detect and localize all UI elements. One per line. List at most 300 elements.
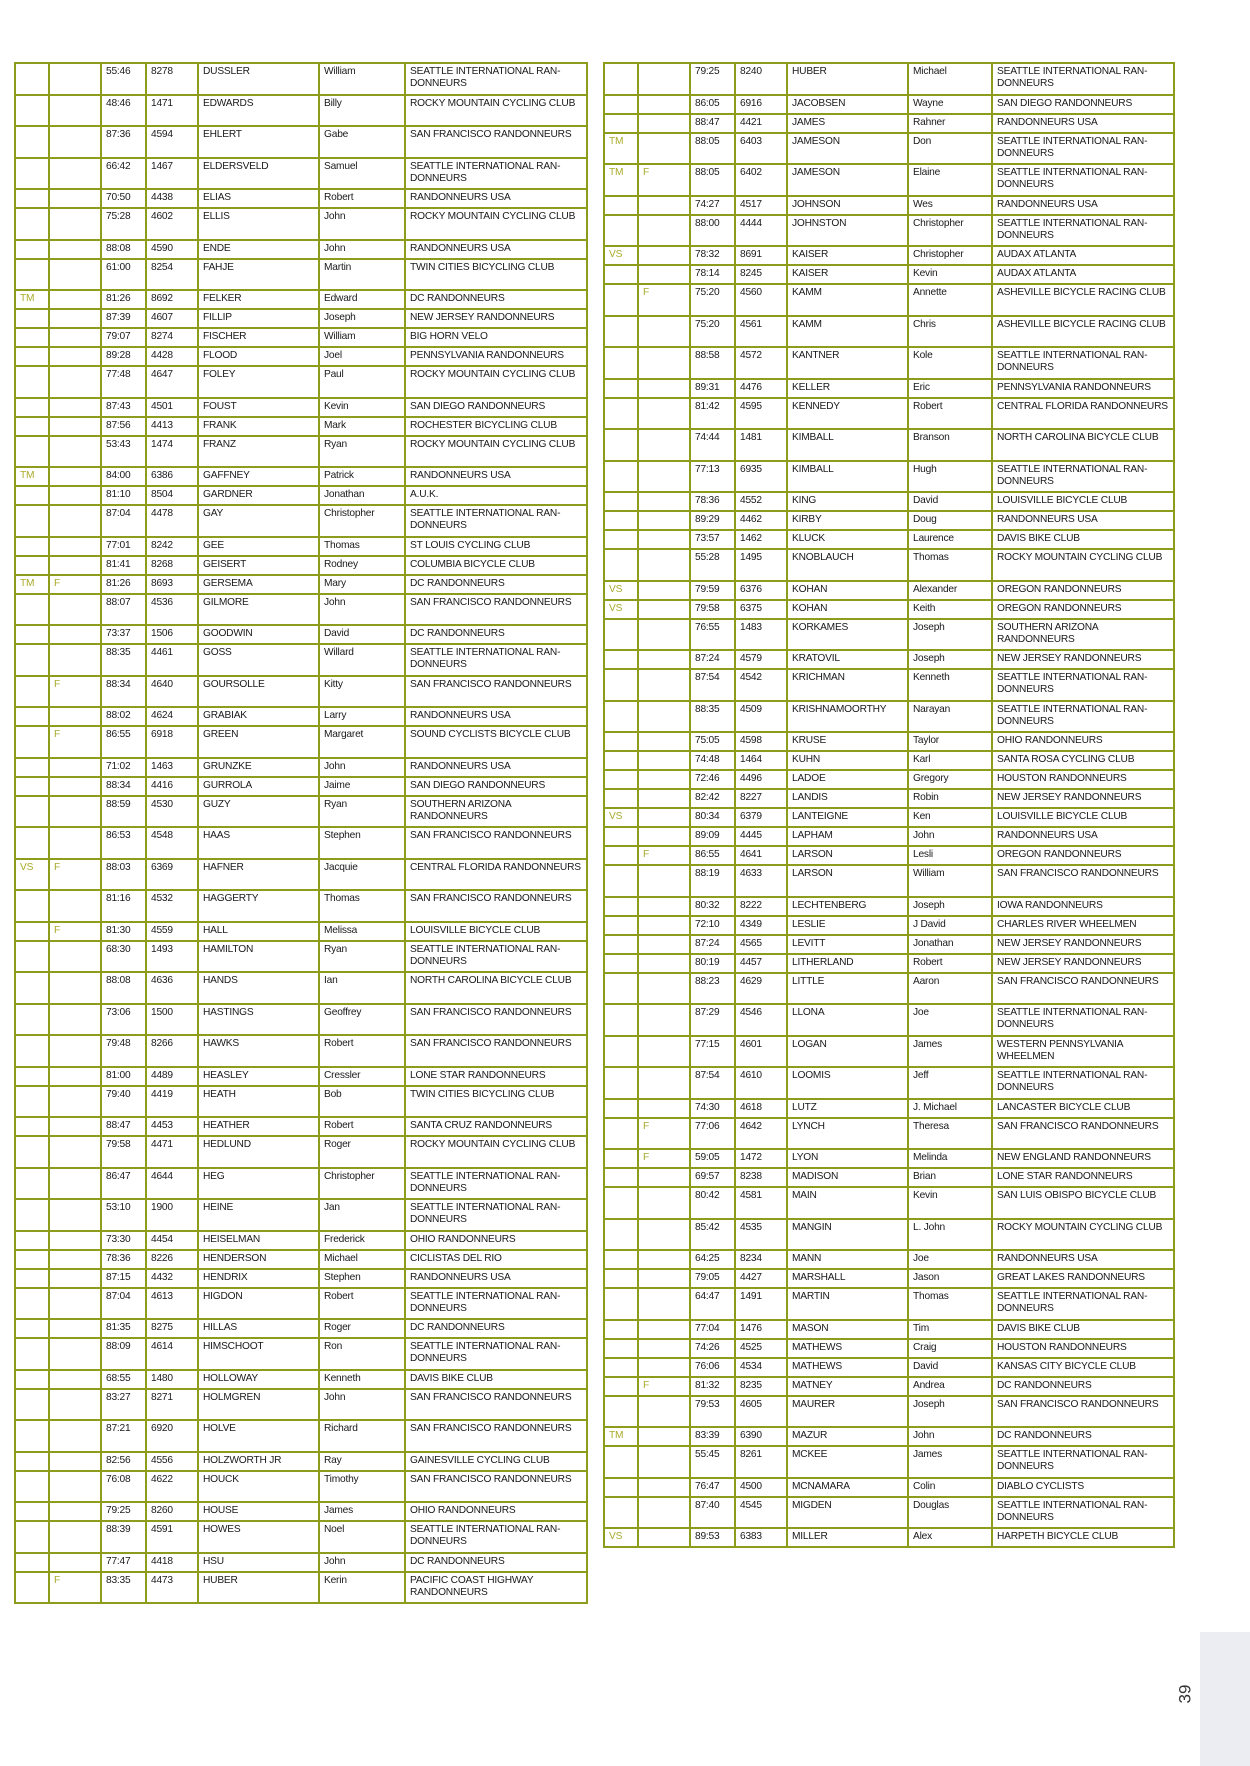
club-name: SAN FRANCISCO RANDONNEURS [405,126,587,158]
tag-1 [15,417,49,436]
tag-2: F [49,859,101,891]
finish-time: 74:26 [690,1339,735,1358]
club-name: OREGON RANDONNEURS [992,581,1174,600]
rider-number: 4641 [735,846,787,865]
table-row [15,1420,587,1452]
first-name: Kevin [908,1187,992,1219]
finish-time: 70:50 [101,189,146,208]
last-name: LYON [787,1149,908,1168]
club-name: SAN FRANCISCO RANDONNEURS [992,973,1174,1005]
rider-number: 4572 [735,347,787,379]
tag-1 [15,1319,49,1338]
first-name: Elaine [908,164,992,196]
club-name: SAN FRANCISCO RANDONNEURS [405,1035,587,1067]
tag-1 [604,265,638,284]
last-name: KELLER [787,379,908,398]
last-name: FOUST [198,398,319,417]
rider-number: 1491 [735,1288,787,1320]
last-name: HEATHER [198,1117,319,1136]
table-row [15,556,587,575]
first-name: James [319,1502,405,1521]
tag-1 [604,827,638,846]
club-name: HARPETH BICYCLE CLUB [992,1528,1174,1547]
club-name: KANSAS CITY BICYCLE CLUB [992,1358,1174,1377]
club-name: RANDONNEURS USA [992,114,1174,133]
rider-number: 1464 [735,751,787,770]
last-name: JAMESON [787,164,908,196]
table-row [15,505,587,537]
tag-2 [638,1478,690,1497]
table-row [604,1036,1174,1068]
last-name: KENNEDY [787,398,908,430]
last-name: HOLVE [198,1420,319,1452]
first-name: Noel [319,1521,405,1553]
rider-number: 4545 [735,1497,787,1529]
last-name: MILLER [787,1528,908,1547]
last-name: FRANZ [198,436,319,468]
finish-time: 68:55 [101,1370,146,1389]
finish-time: 89:29 [690,511,735,530]
table-row [604,619,1174,651]
table-row [604,1067,1174,1099]
first-name: Ray [319,1452,405,1471]
last-name: GURROLA [198,777,319,796]
rider-number: 4418 [146,1553,198,1572]
first-name: Branson [908,429,992,461]
table-row [604,1446,1174,1478]
first-name: Thomas [319,890,405,922]
tag-2 [638,63,690,95]
first-name: Wes [908,196,992,215]
table-row [15,95,587,127]
club-name: SEATTLE INTERNATIONAL RAN-DONNEURS [992,669,1174,701]
tag-1 [15,505,49,537]
tag-2 [49,486,101,505]
first-name: Mary [319,575,405,594]
club-name: SAN FRANCISCO RANDONNEURS [405,594,587,626]
table-row [15,758,587,777]
rider-number: 4561 [735,316,787,348]
tag-1 [604,916,638,935]
tag-1 [604,1250,638,1269]
page-number: 39 [1175,1684,1195,1704]
last-name: GOURSOLLE [198,676,319,708]
tag-1 [604,1168,638,1187]
last-name: HAAS [198,827,319,859]
club-name: CICLISTAS DEL RIO [405,1250,587,1269]
first-name: Ryan [319,796,405,828]
club-name: SEATTLE INTERNATIONAL RAN-DONNEURS [992,701,1174,733]
finish-time: 66:42 [101,158,146,190]
rider-number: 6402 [735,164,787,196]
finish-time: 88:05 [690,133,735,165]
tag-2 [638,935,690,954]
tag-2: F [638,846,690,865]
tag-1 [15,644,49,676]
tag-2 [49,1319,101,1338]
first-name: Joseph [908,619,992,651]
first-name: Robin [908,789,992,808]
finish-time: 89:31 [690,379,735,398]
table-row [604,669,1174,701]
tag-2 [49,1136,101,1168]
last-name: HEDLUND [198,1136,319,1168]
rider-number: 1472 [735,1149,787,1168]
first-name: Robert [319,189,405,208]
rider-number: 1493 [146,941,198,973]
first-name: David [908,1358,992,1377]
rider-number: 8275 [146,1319,198,1338]
table-row [604,846,1174,865]
rider-number: 4517 [735,196,787,215]
last-name: GAY [198,505,319,537]
club-name: AUDAX ATLANTA [992,265,1174,284]
last-name: MARSHALL [787,1269,908,1288]
first-name: Douglas [908,1497,992,1529]
last-name: LUTZ [787,1099,908,1118]
tag-1 [15,1199,49,1231]
table-row [15,676,587,708]
last-name: KRISHNAMOORTHY [787,701,908,733]
table-row [604,581,1174,600]
tag-2 [49,328,101,347]
tag-1 [15,625,49,644]
tag-1 [604,95,638,114]
table-row [604,935,1174,954]
first-name: Jason [908,1269,992,1288]
first-name: Thomas [908,549,992,581]
rider-number: 1500 [146,1004,198,1036]
rider-number: 4500 [735,1478,787,1497]
tag-1 [15,1553,49,1572]
first-name: David [908,492,992,511]
club-name: LANCASTER BICYCLE CLUB [992,1099,1174,1118]
tag-1 [15,1067,49,1086]
tag-1 [15,1231,49,1250]
tag-2 [638,1358,690,1377]
table-row [604,284,1174,316]
last-name: KIMBALL [787,429,908,461]
last-name: LARSON [787,865,908,897]
tag-1 [15,594,49,626]
finish-time: 89:28 [101,347,146,366]
tag-1 [604,1339,638,1358]
rider-number: 4590 [146,240,198,259]
tag-2 [638,650,690,669]
rider-number: 4622 [146,1471,198,1503]
tag-2 [638,461,690,493]
last-name: HAFNER [198,859,319,891]
tag-1 [15,707,49,726]
tag-1 [604,1377,638,1396]
club-name: LONE STAR RANDONNEURS [405,1067,587,1086]
first-name: Doug [908,511,992,530]
last-name: GARDNER [198,486,319,505]
tag-1 [15,1370,49,1389]
table-row [604,1149,1174,1168]
last-name: JAMES [787,114,908,133]
tag-2 [638,954,690,973]
tag-2 [638,732,690,751]
table-row [604,1168,1174,1187]
club-name: AUDAX ATLANTA [992,246,1174,265]
last-name: GERSEMA [198,575,319,594]
finish-time: 80:32 [690,897,735,916]
first-name: Annette [908,284,992,316]
tag-2 [49,467,101,486]
tag-2 [638,133,690,165]
finish-time: 87:04 [101,1288,146,1320]
table-row [604,316,1174,348]
first-name: Keith [908,600,992,619]
first-name: John [319,758,405,777]
rider-number: 4438 [146,189,198,208]
first-name: Michael [908,63,992,95]
first-name: Robert [908,398,992,430]
first-name: Taylor [908,732,992,751]
tag-2 [638,316,690,348]
rider-number: 4421 [735,114,787,133]
tag-1 [15,126,49,158]
finish-time: 81:26 [101,290,146,309]
tag-2 [638,1168,690,1187]
tag-1 [604,1036,638,1068]
rider-number: 8234 [735,1250,787,1269]
club-name: HOUSTON RANDONNEURS [992,770,1174,789]
tag-2 [49,1168,101,1200]
club-name: ROCKY MOUNTAIN CYCLING CLUB [405,366,587,398]
tag-2: F [49,1572,101,1604]
first-name: Billy [319,95,405,127]
tag-2 [49,972,101,1004]
first-name: Kerin [319,1572,405,1604]
tag-2 [638,1036,690,1068]
first-name: John [908,827,992,846]
tag-1 [15,208,49,240]
first-name: Lesli [908,846,992,865]
first-name: John [319,1553,405,1572]
club-name: SANTA ROSA CYCLING CLUB [992,751,1174,770]
last-name: HOUCK [198,1471,319,1503]
club-name: SEATTLE INTERNATIONAL RAN-DONNEURS [992,1288,1174,1320]
rider-number: 4532 [146,890,198,922]
tag-1 [604,865,638,897]
tag-2 [638,1004,690,1036]
table-row [604,114,1174,133]
finish-time: 81:16 [101,890,146,922]
table-row [604,398,1174,430]
first-name: Laurence [908,530,992,549]
tag-2 [638,1099,690,1118]
last-name: EDWARDS [198,95,319,127]
rider-number: 4602 [146,208,198,240]
tag-1 [15,676,49,708]
tag-1 [15,1168,49,1200]
tag-2 [49,1521,101,1553]
last-name: HANDS [198,972,319,1004]
last-name: MAURER [787,1396,908,1428]
last-name: LLONA [787,1004,908,1036]
finish-time: 77:04 [690,1320,735,1339]
tag-2 [638,1187,690,1219]
rider-number: 8254 [146,259,198,291]
first-name: Chris [908,316,992,348]
table-row [604,650,1174,669]
last-name: KIRBY [787,511,908,530]
last-name: MAIN [787,1187,908,1219]
finish-time: 74:27 [690,196,735,215]
last-name: HSU [198,1553,319,1572]
tag-2 [49,777,101,796]
finish-time: 78:36 [690,492,735,511]
last-name: GUZY [198,796,319,828]
last-name: MATHEWS [787,1358,908,1377]
tag-2 [49,1035,101,1067]
tag-2 [638,1288,690,1320]
finish-time: 72:46 [690,770,735,789]
tag-2 [638,669,690,701]
last-name: HEATH [198,1086,319,1118]
rider-number: 1471 [146,95,198,127]
tag-1 [604,114,638,133]
tag-2 [49,309,101,328]
tag-1 [604,1219,638,1251]
club-name: SAN DIEGO RANDONNEURS [405,398,587,417]
club-name: DC RANDONNEURS [405,290,587,309]
first-name: Karl [908,751,992,770]
tag-1 [604,379,638,398]
table-row [15,417,587,436]
finish-time: 88:47 [101,1117,146,1136]
tag-2 [49,436,101,468]
table-row [15,1452,587,1471]
last-name: HENDRIX [198,1269,319,1288]
tag-1: TM [604,133,638,165]
tag-2: F [49,726,101,758]
club-name: GAINESVILLE CYCLING CLUB [405,1452,587,1471]
club-name: RANDONNEURS USA [992,196,1174,215]
last-name: HEG [198,1168,319,1200]
finish-time: 81:26 [101,575,146,594]
rider-number: 4647 [146,366,198,398]
tag-1 [604,1269,638,1288]
finish-time: 81:00 [101,1067,146,1086]
tag-1 [15,941,49,973]
club-name: SAN FRANCISCO RANDONNEURS [405,827,587,859]
finish-time: 88:59 [101,796,146,828]
tag-1 [604,1446,638,1478]
club-name: SOUTHERN ARIZONA RANDONNEURS [992,619,1174,651]
table-row [604,954,1174,973]
first-name: Timothy [319,1471,405,1503]
last-name: HUBER [198,1572,319,1604]
club-name: DC RANDONNEURS [992,1427,1174,1446]
tag-1: TM [15,575,49,594]
table-row [604,701,1174,733]
first-name: Craig [908,1339,992,1358]
first-name: Jeff [908,1067,992,1099]
finish-time: 88:07 [101,594,146,626]
tag-2 [49,347,101,366]
rider-number: 4594 [146,126,198,158]
tag-1 [604,1396,638,1428]
club-name: DC RANDONNEURS [405,575,587,594]
club-name: OREGON RANDONNEURS [992,846,1174,865]
tag-2 [49,1269,101,1288]
club-name: ROCKY MOUNTAIN CYCLING CLUB [405,95,587,127]
tag-1 [604,63,638,95]
tag-1 [604,1067,638,1099]
tag-2 [638,549,690,581]
tag-2 [49,707,101,726]
first-name: James [908,1446,992,1478]
first-name: Eric [908,379,992,398]
tag-2 [49,189,101,208]
finish-time: 59:05 [690,1149,735,1168]
first-name: Mark [319,417,405,436]
finish-time: 87:43 [101,398,146,417]
rider-number: 8242 [146,537,198,556]
table-row [15,328,587,347]
tag-1 [604,1187,638,1219]
last-name: KNOBLAUCH [787,549,908,581]
first-name: Paul [319,366,405,398]
tag-1 [15,890,49,922]
rider-number: 4530 [146,796,198,828]
club-name: SAN FRANCISCO RANDONNEURS [405,676,587,708]
table-row [604,1427,1174,1446]
rider-number: 8504 [146,486,198,505]
results-table-right [603,62,1175,1548]
first-name: Ron [319,1338,405,1370]
finish-time: 75:28 [101,208,146,240]
rider-number: 4605 [735,1396,787,1428]
last-name: KAMM [787,284,908,316]
last-name: KANTNER [787,347,908,379]
rider-number: 8278 [146,63,198,95]
rider-number: 8240 [735,63,787,95]
tag-2 [49,290,101,309]
last-name: KRUSE [787,732,908,751]
finish-time: 75:20 [690,316,735,348]
tag-1 [15,1338,49,1370]
tag-1 [15,537,49,556]
first-name: Martin [319,259,405,291]
first-name: Willard [319,644,405,676]
finish-time: 82:56 [101,1452,146,1471]
last-name: HOLMGREN [198,1389,319,1421]
first-name: Cressler [319,1067,405,1086]
club-name: DC RANDONNEURS [992,1377,1174,1396]
tag-1 [604,196,638,215]
tag-1 [604,701,638,733]
table-row [604,1396,1174,1428]
finish-time: 73:37 [101,625,146,644]
table-row [15,859,587,891]
tag-2 [638,265,690,284]
rider-number: 4478 [146,505,198,537]
finish-time: 88:23 [690,973,735,1005]
table-row [604,95,1174,114]
club-name: SAN FRANCISCO RANDONNEURS [405,1389,587,1421]
club-name: SOUTHERN ARIZONA RANDONNEURS [405,796,587,828]
table-row [15,63,587,95]
table-row [15,707,587,726]
last-name: JOHNSTON [787,215,908,247]
finish-time: 88:02 [101,707,146,726]
club-name: SEATTLE INTERNATIONAL RAN-DONNEURS [992,63,1174,95]
tag-1 [604,1099,638,1118]
